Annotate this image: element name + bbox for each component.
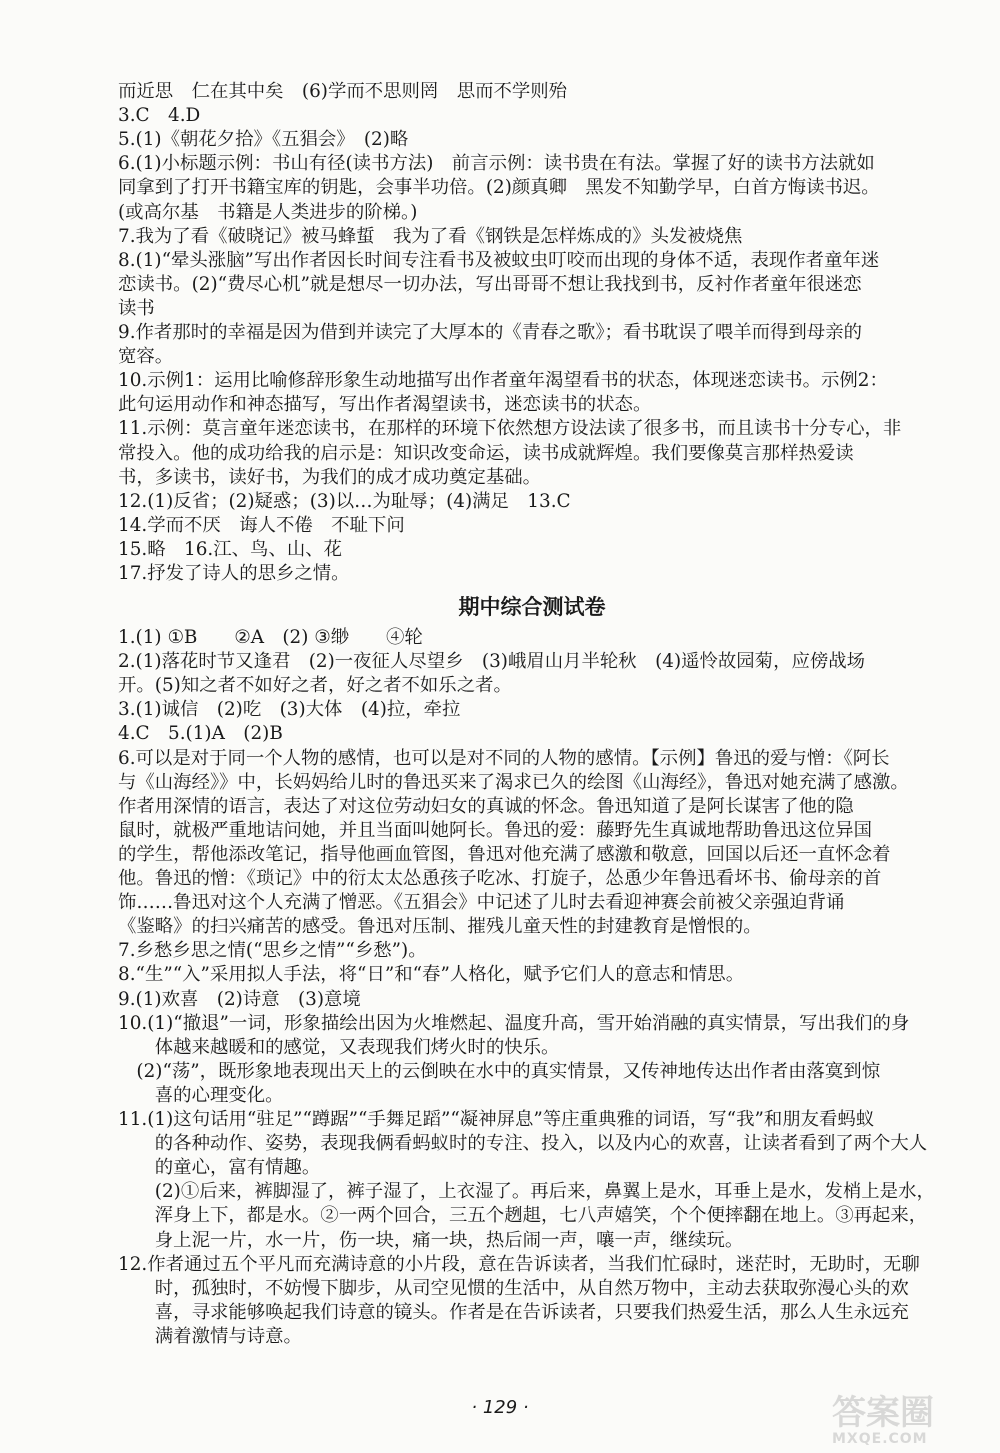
text-line: 11.示例：莫言童年迷恋读书，在那样的环境下依然想方设法读了很多书，而且读书十分专心，非 [118,418,902,440]
text-line: 1.(1) ①B ②A (2) ③缈 ④轮 [118,627,423,648]
section-heading: 期中综合测试卷 [458,595,606,619]
text-line: 《鉴略》的扫兴痛苦的感受。鲁迅对压制、摧残儿童天性的封建教育是憎恨的。 [118,916,762,938]
text-line: 3.(1)诚信 (2)吃 (3)大体 (4)拉，牵拉 [118,699,461,721]
text-line: 17.抒发了诗人的思乡之情。 [118,563,350,584]
text-line: 他。鲁迅的憎：《琐记》中的衍太太怂恿孩子吃冰、打旋子，怂恿少年鲁迅看坏书、偷母亲的首 [118,868,882,889]
text-line: 15.略 16.江、鸟、山、花 [118,538,343,560]
text-line: 10.示例1：运用比喻修辞形象生动地描写出作者童年渴望看书的状态，体现迷恋读书。示例2： [118,370,888,392]
text-line: 10.(1)“撤退”一词，形象描绘出因为火堆燃起、温度升高，雪开始消融的真实情景，写出我们的身 [118,1012,910,1034]
text-line: 饰……鲁迅对这个人充满了憎恶。《五猖会》中记述了儿时去看迎神赛会前被父亲强迫背诵 [118,892,845,914]
text-line: 6.可以是对于同一个人物的感情，也可以是对不同的人物的感情。【示例】鲁迅的爱与憎：《阿长 [118,747,890,769]
text-line: (2)“荡”，既形象地表现出天上的云倒映在水中的真实情景，又传神地传达出作者由落寞到惊 [118,1060,881,1082]
text-line: 3.C 4.D [118,105,201,127]
text-line: 宽容。 [118,346,174,368]
watermark-url: MXQE.COM [832,1431,928,1447]
text-line: 鼠时，就极严重地诘问她，并且当面叫她阿长。鲁迅的爱：藤野先生真诚地帮助鲁迅这位异国 [118,819,873,841]
text-line: 开。(5)知之者不如好之者，好之者不如乐之者。 [118,675,512,697]
text-line: 喜，寻求能够唤起我们诗意的镜头。作者是在告诉读者，只要我们热爱生活，那么人生永远充 [118,1301,909,1323]
text-line: (或高尔基 书籍是人类进步的阶梯。) [118,201,418,223]
text-line: 满着激情与诗意。 [118,1325,302,1347]
text-line: 9.(1)欢喜 (2)诗意 (3)意境 [118,988,361,1010]
text-line: 11.(1)这句话用“驻足”“蹲踞”“手舞足蹈”“凝神屏息”等庄重典雅的词语，写“我”和朋友看蚂蚁 [118,1109,875,1130]
text-line: 浑身上下，都是水。②一两个回合，三五个趔趄，七八声嬉笑，个个便摔翻在地上。③再起来， [118,1205,928,1227]
text-line: 8.“生”“入”采用拟人手法，将“日”和“春”人格化，赋予它们人的意志和情思。 [118,964,745,986]
text-line: 读书 [118,297,155,319]
text-line: 而近思 仁在其中矣 (6)学而不思则罔 思而不学则殆 [118,81,568,102]
text-line: (2)①后来，裤脚湿了，裤子湿了，上衣湿了。再后来，鼻翼上是水，耳垂上是水，发梢上是水， [118,1181,935,1203]
watermark-logo [832,1395,992,1451]
text-line: 常投入。他的成功给我的启示是：知识改变命运，读书成就辉煌。我们要像莫言那样热爱读 [118,442,854,464]
text-line: 7.乡愁乡思之情(“思乡之情”“乡愁”)。 [118,940,427,962]
text-line: 12.(1)反省；(2)疑惑；(3)以…为耻辱；(4)满足 13.C [118,490,571,512]
text-line: 书，多读书，读好书，为我们的成才成功奠定基础。 [118,466,541,488]
text-line: 与《山海经》》中，长妈妈给儿时的鲁迅买来了渴求已久的绘图《山海经》，鲁迅对她充满了感激。 [118,771,909,793]
text-line: 的学生，帮他添改笔记，指导他画血管图，鲁迅对他充满了感激和敬意，回国以后还一直怀念着 [118,843,891,865]
text-line: 此句运用动作和神态描写，写出作者渴望读书，迷恋读书的状态。 [118,394,652,416]
text-line: 2.(1)落花时节又逢君 (2)一夜征人尽望乡 (3)峨眉山月半轮秋 (4)遥怜故园菊，应傍战场 [118,651,866,673]
page-number: · 129 · [471,1397,529,1418]
text-line: 8.(1)“晕头涨脑”写出作者因长时间专注看书及被蚊虫叮咬而出现的身体不适，表现作者童年迷 [118,249,880,271]
text-line: 同拿到了打开书籍宝库的钥匙，会事半功倍。(2)颜真卿 黑发不知勤学早，白首方悔读书迟。 [118,177,880,199]
text-line: 7.我为了看《破晓记》被马蜂蜇 我为了看《钢铁是怎样炼成的》头发被烧焦 [118,225,743,247]
text-line: 5.(1)《朝花夕拾》《五猖会》 (2)略 [118,129,409,151]
text-line: 恋读书。(2)“费尽心机”就是想尽一切办法，写出哥哥不想让我找到书，反衬作者童年很迷恋 [118,273,862,295]
watermark-text: 答案圈 [832,1393,934,1433]
text-line: 喜的心理变化。 [118,1084,284,1106]
text-line: 作者用深情的语言，表达了对这位劳动妇女的真诚的怀念。鲁迅知道了是阿长谋害了他的隐 [118,795,854,817]
text-line: 4.C 5.(1)A (2)B [118,723,283,745]
text-line: 身上泥一片，水一片，伤一块，痛一块，热后闹一声，嚷一声，继续玩。 [118,1229,744,1251]
text-line: 14.学而不厌 诲人不倦 不耻下问 [118,514,405,536]
text-line: 6.(1)小标题示例：书山有径(读书方法) 前言示例：读书贵在有法。掌握了好的读书方法就如 [118,153,875,175]
text-line: 体越来越暖和的感觉，又表现我们烤火时的快乐。 [118,1036,560,1058]
text-line: 9.作者那时的幸福是因为借到并读完了大厚本的《青春之歌》；看书耽误了喂羊而得到母亲的 [118,322,862,343]
text-line: 12.作者通过五个平凡而充满诗意的小片段，意在告诉读者，当我们忙碌时，迷茫时，无助时，无聊 [118,1253,920,1275]
text-line: 的童心，富有情趣。 [118,1157,321,1179]
text-line: 的各种动作、姿势，表现我俩看蚂蚁时的专注、投入，以及内心的欢喜，让读者看到了两个大人 [118,1133,928,1155]
text-line: 时，孤独时，不妨慢下脚步，从司空见惯的生活中，从自然万物中，主动去获取弥漫心头的欢 [118,1277,909,1299]
